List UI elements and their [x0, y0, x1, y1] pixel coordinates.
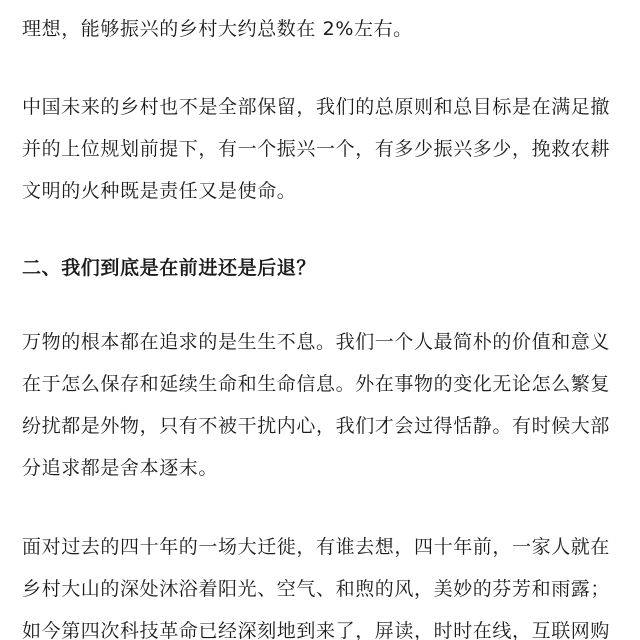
- text-line: 理想，能够振兴的乡村大约总数在 2%左右。: [22, 18, 413, 40]
- text-line: 并的上位规划前提下，有一个振兴一个，有多少振兴多少，挽救农耕: [22, 138, 611, 160]
- text-line: 如今第四次科技革命已经深刻地到来了，屏读，时时在线，互联网购: [22, 620, 611, 640]
- text-line: 纷扰都是外物，只有不被干扰内心，我们才会过得恬静。有时候大部: [22, 415, 611, 437]
- text-line: 万物的根本都在追求的是生生不息。我们一个人最简朴的价值和意义: [22, 331, 611, 353]
- text-line: 文明的火种既是责任又是使命。: [22, 180, 297, 202]
- text-line: 中国未来的乡村也不是全部保留，我们的总原则和总目标是在满足撤: [22, 96, 611, 118]
- text-line: 面对过去的四十年的一场大迁徙，有谁去想，四十年前，一家人就在: [22, 536, 611, 558]
- text-line: 乡村大山的深处沐浴着阳光、空气、和煦的风，美妙的芬芳和雨露；: [22, 578, 611, 600]
- section-heading-text: 二、我们到底是在前进还是后退？: [22, 257, 317, 279]
- text-line: 分追求都是舍本逐末。: [22, 457, 219, 479]
- text-line: 在于怎么保存和延续生命和生命信息。外在事物的变化无论怎么繁复: [22, 373, 611, 395]
